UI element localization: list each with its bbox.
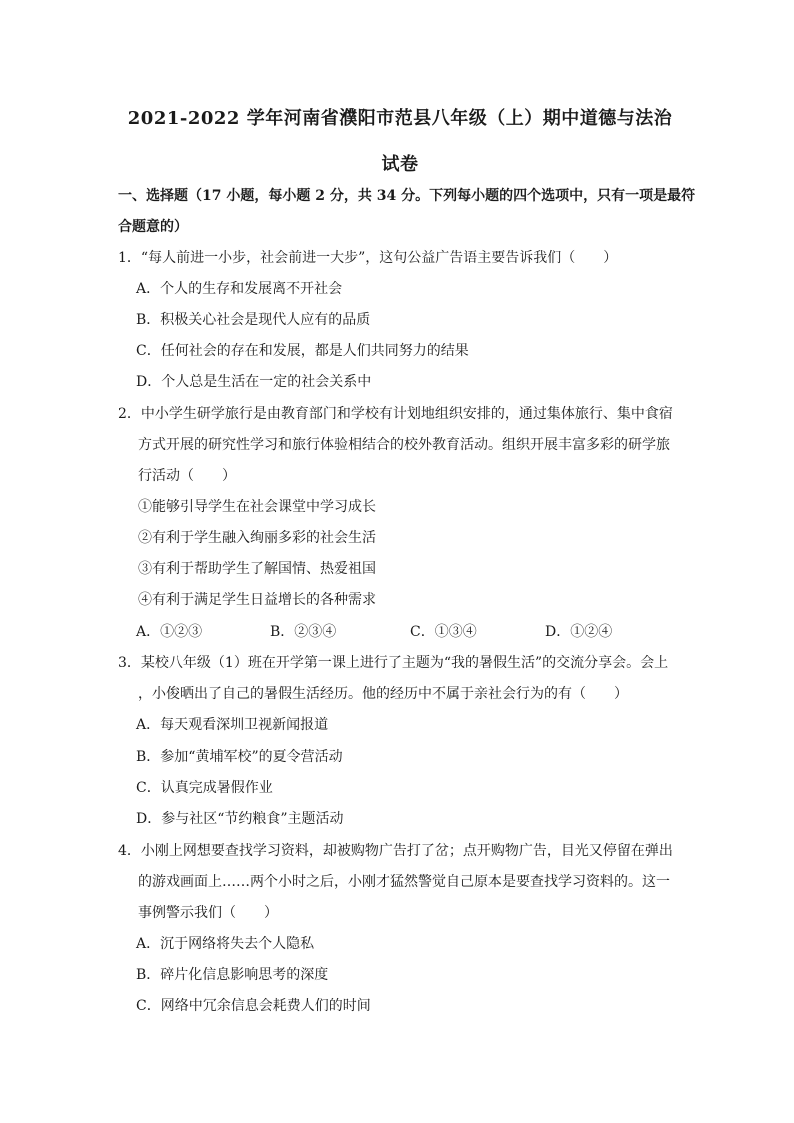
question-3-option-d: D．参与社区“节约粮食”主题活动 [136, 811, 344, 827]
question-4-stem-line-1: 4．小刚上网想要查找学习资料，却被购物广告打了岔；点开购物广告，目光又停留在弹出 [118, 843, 673, 859]
question-2-stem-line-3: 行活动（ ） [138, 468, 236, 484]
question-4-option-a: A．沉于网络将失去个人隐私 [136, 936, 315, 952]
question-2-item-3: ③有利于帮助学生了解国情、热爱祖国 [138, 561, 376, 577]
question-3-option-c: C．认真完成暑假作业 [136, 780, 273, 796]
exam-title-line-2: 试卷 [381, 154, 419, 175]
question-4-option-c: C．网络中冗余信息会耗费人们的时间 [136, 998, 371, 1014]
question-3-stem-line-2: ，小俊晒出了自己的暑假生活经历。他的经历中不属于亲社会行为的有（ ） [138, 686, 628, 702]
exam-title-line-1: 2021-2022 学年河南省濮阳市范县八年级（上）期中道德与法治 [127, 108, 673, 129]
question-2-stem-line-1: 2．中小学生研学旅行是由教育部门和学校有计划地组织安排的，通过集体旅行、集中食宿 [118, 406, 673, 422]
question-3-stem-line-1: 3．某校八年级（1）班在开学第一课上进行了主题为“我的暑假生活”的交流分享会。会上 [118, 655, 669, 671]
question-1-option-c: C．任何社会的存在和发展，都是人们共同努力的结果 [136, 343, 469, 359]
question-2-item-1: ①能够引导学生在社会课堂中学习成长 [138, 499, 376, 515]
question-2-item-4: ④有利于满足学生日益增长的各种需求 [138, 592, 376, 608]
section-heading-line-1: 一、选择题（17 小题，每小题 2 分，共 34 分。下列每小题的四个选项中，只有一项是最符 [118, 188, 696, 204]
question-2-stem-line-2: 方式开展的研究性学习和旅行体验相结合的校外教育活动。组织开展丰富多彩的研学旅 [138, 437, 670, 453]
question-2-option-c: C．①③④ [410, 624, 477, 640]
question-1-option-b: B．积极关心社会是现代人应有的品质 [136, 312, 371, 328]
question-2-option-b: B．②③④ [270, 624, 337, 640]
question-4-option-b: B．碎片化信息影响思考的深度 [136, 967, 329, 983]
question-2-item-2: ②有利于学生融入绚丽多彩的社会生活 [138, 530, 376, 546]
question-2-option-d: D．①②④ [545, 624, 613, 640]
question-3-option-b: B．参加“黄埔军校”的夏令营活动 [136, 749, 343, 765]
question-4-stem-line-3: 事例警示我们（ ） [138, 905, 278, 921]
question-1-option-d: D．个人总是生活在一定的社会关系中 [136, 374, 372, 390]
question-2-option-a: A．①②③ [136, 624, 203, 640]
question-4-stem-line-2: 的游戏画面上……两个小时之后，小刚才猛然警觉自己原本是要查找学习资料的。这一 [138, 874, 670, 890]
question-3-option-a: A．每天观看深圳卫视新闻报道 [136, 717, 329, 733]
question-1-option-a: A．个人的生存和发展离不开社会 [136, 281, 343, 297]
section-heading-line-2: 合题意的） [118, 219, 188, 235]
question-1-stem: 1．“每人前进一小步，社会前进一大步”，这句公益广告语主要告诉我们（ ） [118, 250, 618, 266]
